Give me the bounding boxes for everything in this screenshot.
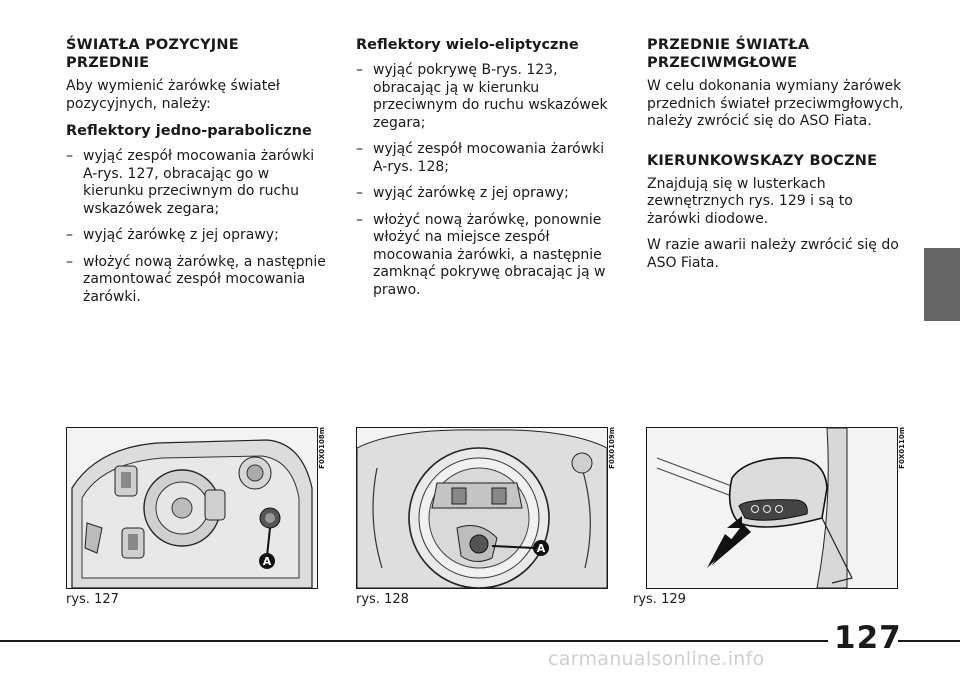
heading-line: ŚWIATŁA POZYCYJNE — [66, 37, 239, 53]
headlamp-socket-illustration — [357, 428, 607, 588]
figure-caption: rys. 128 — [356, 592, 409, 607]
failure-text: W razie awarii należy zwrócić się do ASO Fiata. — [647, 237, 899, 271]
dash: – — [356, 141, 363, 157]
section-heading-position-lights — [66, 36, 328, 72]
page-number: 127 — [834, 620, 902, 656]
intro-text: Aby wymienić żarówkę świateł pozycyjnych, należy: — [66, 78, 280, 112]
figure-side-mirror-indicator — [646, 427, 898, 589]
list-item — [356, 212, 618, 300]
heading-line: PRZECIWMGŁOWE — [647, 55, 798, 71]
watermark: carmanualsonline.info — [548, 648, 765, 670]
footer-rule — [0, 640, 828, 642]
dash: – — [66, 253, 73, 270]
steps-list — [356, 62, 618, 299]
fog-lights-text: W celu dokonania wymiany żarówek przednich świateł przeciwmgłowych, należy zwrócić się do ASO Fiata. — [647, 78, 904, 129]
step-text: wyjąć zespół mocowania żarówki A-rys. 127, obracając go w kierunku przeciwnym do ruchu wskazówek zegara; — [83, 148, 315, 217]
list-item — [356, 141, 618, 176]
column-multi-elliptic — [356, 36, 618, 308]
column-position-lights — [66, 36, 328, 315]
chapter-tab — [924, 248, 960, 321]
dash: – — [356, 62, 363, 78]
dash: – — [356, 185, 363, 201]
dash: – — [66, 227, 73, 243]
step-text: wyjąć żarówkę z jej oprawy; — [373, 185, 569, 201]
subheading-single-parabolic: Reflektory jedno-paraboliczne — [66, 123, 312, 139]
list-item — [356, 185, 618, 203]
figure-code: F0X0109m — [608, 427, 616, 469]
figure-headlamp-single-parabolic — [66, 427, 318, 589]
list-item — [66, 148, 328, 218]
side-indicators-text: Znajdują się w lusterkach zewnętrznych rys. 129 i są to żarówki diodowe. — [647, 175, 853, 227]
figure-headlamp-multi-elliptic — [356, 427, 608, 589]
subheading-multi-elliptic: Reflektory wielo-eliptyczne — [356, 37, 579, 53]
section-heading-side-indicators: KIERUNKOWSKAZY BOCZNE — [647, 152, 878, 169]
section-heading-fog-lights — [647, 36, 909, 72]
step-text: wyjąć pokrywę B-rys. 123, obracając ją w kierunku przeciwnym do ruchu wskazówek zegara; — [373, 62, 608, 131]
step-text: włożyć nową żarówkę, a następnie zamontować zespół mocowania żarówki. — [83, 253, 326, 305]
step-text: wyjąć żarówkę z jej oprawy; — [83, 227, 279, 243]
callout-label-a: A — [536, 542, 546, 555]
list-item — [66, 254, 328, 307]
figure-caption: rys. 127 — [66, 592, 119, 607]
column-fog-and-indicators — [647, 36, 909, 281]
step-text: włożyć nową żarówkę, ponownie włożyć na miejsce zespół mocowania żarówki, a następnie zamknąć pokrywę obracając ją w prawo. — [373, 211, 606, 298]
side-mirror-illustration — [647, 428, 897, 588]
heading-line: PRZEDNIE ŚWIATŁA — [647, 37, 810, 53]
list-item — [356, 62, 618, 132]
step-text: wyjąć zespół mocowania żarówki A-rys. 128; — [373, 141, 605, 175]
heading-line: PRZEDNIE — [66, 55, 150, 71]
figure-caption: rys. 129 — [633, 592, 686, 607]
dash: – — [356, 211, 363, 228]
footer-rule — [898, 640, 960, 642]
callout-label-a: A — [262, 555, 272, 568]
headlamp-rear-illustration — [67, 428, 317, 588]
figure-code: F0X0108m — [318, 427, 326, 469]
steps-list — [66, 148, 328, 306]
list-item — [66, 227, 328, 245]
figure-code: F0X0110m — [898, 427, 906, 469]
dash: – — [66, 148, 73, 164]
